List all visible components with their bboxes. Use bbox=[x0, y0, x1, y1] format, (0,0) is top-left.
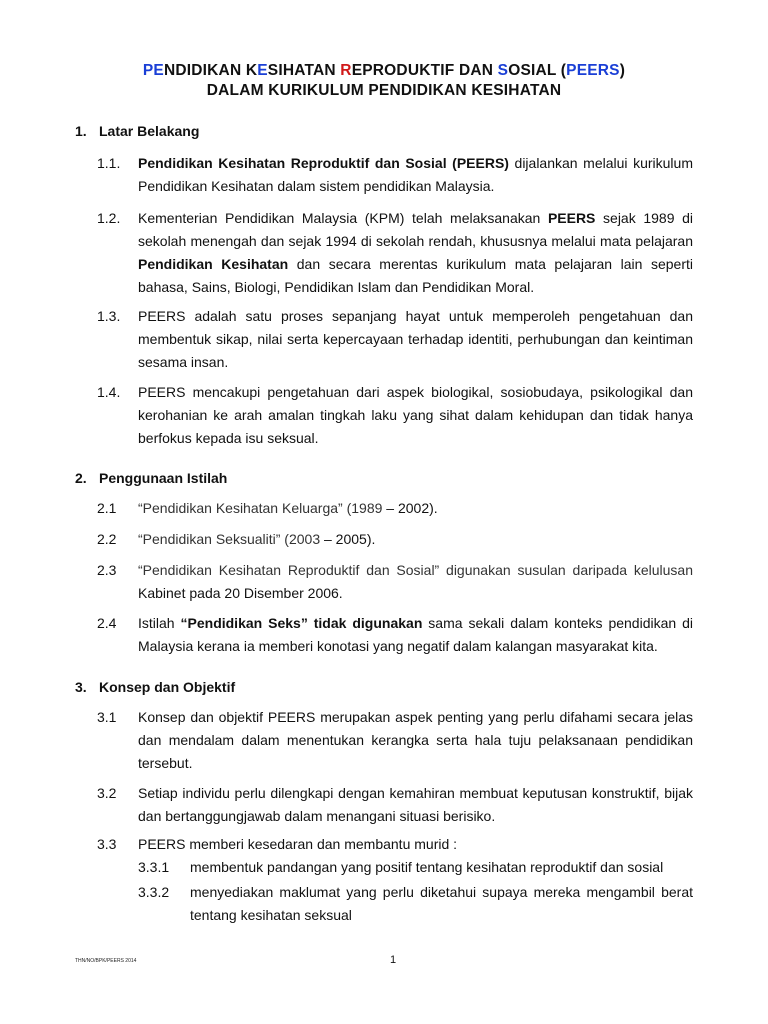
paragraph-text: sejak 1989 di sekolah menengah dan sejak 1994 di sekolah rendah, khususnya melalui mata pelajaran bbox=[138, 210, 693, 249]
paragraph-3-2 bbox=[97, 782, 693, 828]
section-title: Penggunaan Istilah bbox=[99, 470, 228, 486]
section-1-heading bbox=[75, 123, 199, 139]
paragraph-3-3-1 bbox=[138, 856, 693, 879]
title-segment: OSIAL ( bbox=[508, 62, 567, 79]
paragraph-number: 1.3. bbox=[97, 308, 121, 324]
paragraph-text: PEERS memberi kesedaran dan membantu murid : bbox=[138, 836, 458, 852]
paragraph-text: PEERS adalah satu proses sepanjang hayat untuk memperoleh pengetahuan dan membentuk sikap, nilai serta kepercayaan terhadap identiti, perhubungan dan keintiman sesama insan. bbox=[138, 308, 693, 370]
paragraph-text: dijalankan melalui kurikulum Pendidikan Kesihatan dalam sistem pendidikan Malaysia. bbox=[138, 155, 693, 194]
title-segment: SIHATAN bbox=[267, 62, 341, 79]
paragraph-2-2 bbox=[97, 528, 693, 551]
paragraph-text: – 2005). bbox=[320, 531, 376, 547]
paragraph-3-3 bbox=[97, 833, 693, 856]
bold-text: Pendidikan Kesihatan bbox=[138, 256, 289, 272]
paragraph-number: 3.3.2 bbox=[138, 884, 170, 900]
section-number: 3. bbox=[75, 679, 87, 695]
paragraph-text: membentuk pandangan yang positif tentang kesihatan reproduktif dan sosial bbox=[190, 859, 664, 875]
paragraph-3-1 bbox=[97, 706, 693, 775]
title-segment: EPRODUKTIF DAN bbox=[351, 62, 498, 79]
title-initial-s: S bbox=[497, 62, 509, 79]
title-segment: ) bbox=[619, 62, 626, 79]
paragraph-text: menyediakan maklumat yang perlu diketahui supaya mereka mengambil berat tentang kesihatan seksual bbox=[190, 884, 693, 923]
paragraph-number: 3.1 bbox=[97, 709, 117, 725]
paragraph-1-4 bbox=[97, 381, 693, 450]
paragraph-number: 2.2 bbox=[97, 531, 117, 547]
bold-text: Pendidikan Kesihatan Reproduktif dan Sosial (PEERS) bbox=[138, 155, 509, 171]
paragraph-text: Istilah bbox=[138, 615, 181, 631]
title-line-1 bbox=[0, 62, 768, 80]
title-segment: NDIDIKAN K bbox=[163, 62, 258, 79]
section-title: Konsep dan Objektif bbox=[99, 679, 236, 695]
paragraph-text: Konsep dan objektif PEERS merupakan aspek penting yang perlu difahami secara jelas dan mendalam dalam menentukan kerangka serta hala tuju pelaksanaan pendidikan tersebut. bbox=[138, 709, 693, 771]
paragraph-3-3-2 bbox=[138, 881, 693, 927]
section-title: Latar Belakang bbox=[99, 123, 200, 139]
section-number: 1. bbox=[75, 123, 87, 139]
paragraph-number: 2.1 bbox=[97, 500, 117, 516]
paragraph-text: Kabinet pada 20 Disember 2006. bbox=[138, 585, 343, 601]
paragraph-number: 2.3 bbox=[97, 562, 117, 578]
bold-text: PEERS bbox=[547, 210, 596, 226]
page-number: 1 bbox=[390, 954, 397, 966]
paragraph-text: – 2002). bbox=[382, 500, 438, 516]
paragraph-text: sama sekali dalam konteks pendidikan di Malaysia kerana ia memberi konotasi yang negatif dalam kalangan masyarakat kita. bbox=[138, 615, 693, 654]
paragraph-text: “Pendidikan Kesihatan Reproduktif dan Sosial” digunakan susulan daripada kelulusan bbox=[138, 562, 693, 578]
paragraph-number: 1.1. bbox=[97, 155, 121, 171]
paragraph-number: 1.2. bbox=[97, 210, 121, 226]
paragraph-1-3 bbox=[97, 305, 693, 374]
title-initial-pe: PE bbox=[142, 62, 164, 79]
paragraph-1-2 bbox=[97, 207, 693, 299]
paragraph-number: 1.4. bbox=[97, 384, 121, 400]
paragraph-text: Setiap individu perlu dilengkapi dengan kemahiran membuat keputusan konstruktif, bijak dan bertanggungjawab dalam menangani situasi berisiko. bbox=[138, 785, 693, 824]
paragraph-number: 3.3.1 bbox=[138, 859, 170, 875]
title-initial-r: R bbox=[340, 62, 352, 79]
paragraph-text: “Pendidikan Seksualiti” (2003 bbox=[138, 531, 321, 547]
title-initial-e: E bbox=[257, 62, 268, 79]
paragraph-1-1 bbox=[97, 152, 693, 198]
section-3-heading bbox=[75, 679, 235, 695]
paragraph-number: 2.4 bbox=[97, 615, 117, 631]
paragraph-2-3 bbox=[97, 559, 693, 605]
section-number: 2. bbox=[75, 470, 87, 486]
paragraph-number: 3.2 bbox=[97, 785, 117, 801]
paragraph-text: Kementerian Pendidikan Malaysia (KPM) telah melaksanakan bbox=[138, 210, 548, 226]
title-line-2: DALAM KURIKULUM PENDIDIKAN KESIHATAN bbox=[206, 82, 562, 99]
paragraph-number: 3.3 bbox=[97, 836, 117, 852]
title-acronym-peers: PEERS bbox=[566, 62, 620, 79]
section-2-heading bbox=[75, 470, 227, 486]
paragraph-text: dan secara merentas kurikulum mata pelajaran lain seperti bahasa, Sains, Biologi, Pendidikan Islam dan Pendidikan Moral. bbox=[138, 256, 694, 295]
paragraph-2-1 bbox=[97, 497, 693, 520]
paragraph-2-4 bbox=[97, 612, 693, 658]
paragraph-text: PEERS mencakupi pengetahuan dari aspek biologikal, sosiobudaya, psikologikal dan kerohanian ke arah amalan tingkah laku yang sihat dalam kehidupan dan tidak hanya berfokus kepada isu seksual. bbox=[138, 384, 693, 446]
footer-code: THN/NO/BPK/PEERS 2014 bbox=[75, 958, 137, 964]
bold-text: “Pendidikan Seks” tidak digunakan bbox=[180, 615, 423, 631]
paragraph-text: “Pendidikan Kesihatan Keluarga” (1989 bbox=[138, 500, 383, 516]
